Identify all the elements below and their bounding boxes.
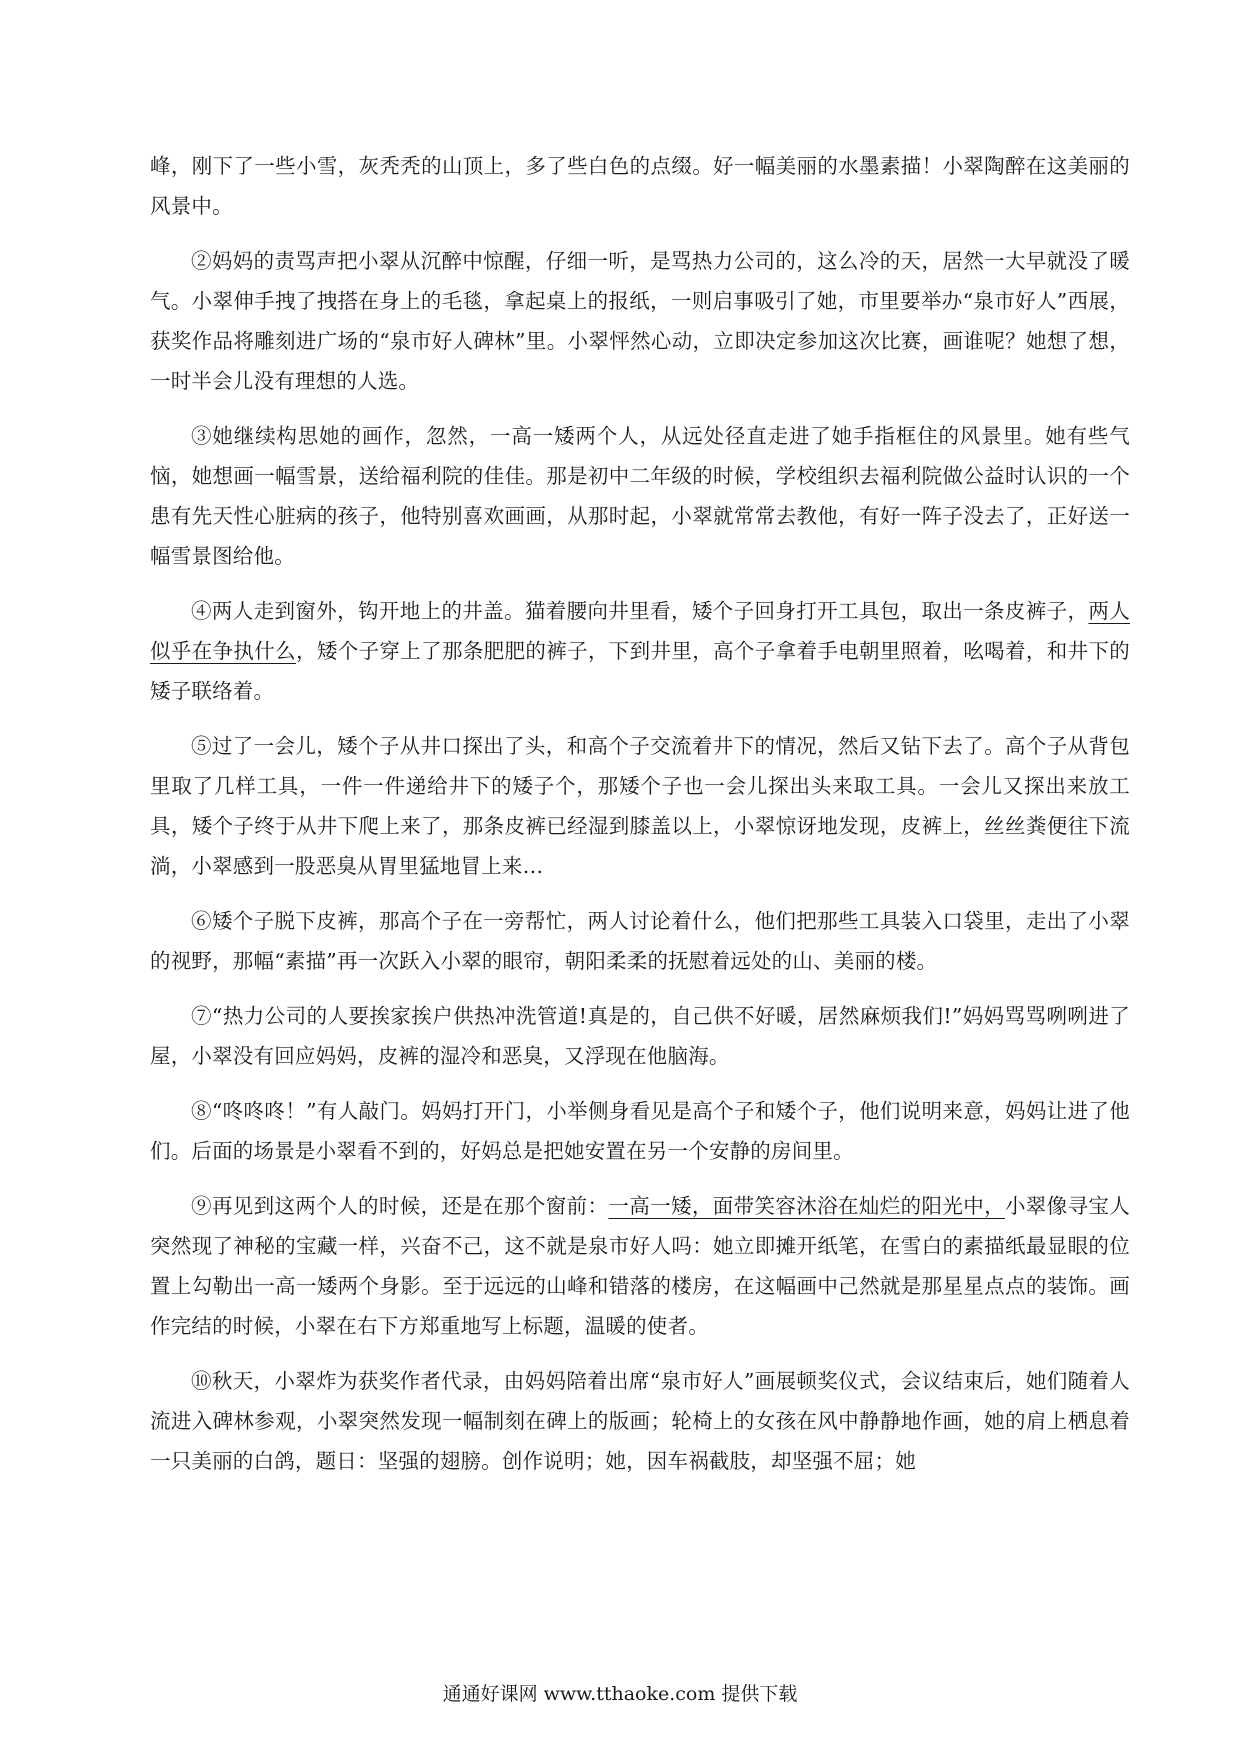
paragraph-3 <box>150 416 1130 576</box>
page-footer <box>0 1680 1240 1708</box>
paragraph-2 <box>150 241 1130 401</box>
underlined-phrase: 一高一矮，面带笑容沐浴在灿烂的阳光中， <box>608 1194 1005 1218</box>
paragraph-8 <box>150 1091 1130 1171</box>
paragraph-text: ③她继续构思她的画作，忽然，一高一矮两个人，从远处径直走进了她手指框住的风景里。她有些气恼，她想画一幅雪景，送给福利院的佳佳。那是初中二年级的时候，学校组织去福利院做公益时认识的一个患有先天性心脏病的孩子，他特别喜欢画画，从那时起，小翠就常常去教他，有好一阵子没去了，正好送一幅雪景图给他。 <box>150 424 1130 568</box>
paragraph-text: ⑩秋天，小翠炸为获奖作者代录，由妈妈陪着出席“泉市好人”画展顿奖仪式，会议结束后，她们随着人流进入碑林参观，小翠突然发现一幅制刻在碑上的版画；轮椅上的女孩在风中静静地作画，她的肩上栖息着一只美丽的白鸽，题日：坚强的翅膀。创作说明；她，因车祸截肢，却坚强不屈；她 <box>150 1369 1130 1473</box>
paragraph-6 <box>150 901 1130 981</box>
paragraph-text: 小翠像寻宝人突然现了神秘的宝藏一样，兴奋不己，这不就是泉市好人吗：她立即摊开纸笔，在雪白的素描纸最显眼的位置上勾勒出一高一矮两个身影。至于远远的山峰和错落的楼房，在这幅画中己然就是那星星点点的装饰。画作完结的时候，小翠在右下方郑重地写上标题，温暖的使者。 <box>150 1194 1130 1338</box>
paragraph-text: ⑥矮个子脱下皮裤，那高个子在一旁帮忙，两人讨论着什么，他们把那些工具装入口袋里，走出了小翠的视野，那幅“素描”再一次跃入小翠的眼帘，朝阳柔柔的抚慰着远处的山、美丽的楼。 <box>150 909 1130 973</box>
paragraph-text: ②妈妈的责骂声把小翠从沉醉中惊醒，仔细一听，是骂热力公司的，这么冷的天，居然一大早就没了暖气。小翠伸手拽了拽搭在身上的毛毯，拿起桌上的报纸，一则启事吸引了她，市里要举办“泉市好人”西展，获奖作品将雕刻进广场的“泉市好人碑林”里。小翠怦然心动，立即决定参加这次比赛，画谁呢？她想了想，一时半会儿没有理想的人选。 <box>150 249 1130 393</box>
paragraph-5 <box>150 726 1130 886</box>
paragraph-text: ⑤过了一会儿，矮个子从井口探出了头，和高个子交流着井下的情况，然后又钻下去了。高个子从背包里取了几样工具，一件一件递给井下的矮子个，那矮个子也一会儿探出头来取工具。一会儿又探出来放工具，矮个子终于从井下爬上来了，那条皮裤已经湿到膝盖以上，小翠惊讶地发现，皮裤上，丝丝粪便往下流淌，小翠感到一股恶臭从胃里猛地冒上来… <box>150 734 1130 878</box>
paragraph-4 <box>150 591 1130 711</box>
paragraph-text: 峰，刚下了一些小雪，灰秃秃的山顶上，多了些白色的点缀。好一幅美丽的水墨素描！小翠陶醉在这美丽的风景中。 <box>150 154 1130 218</box>
underlined-phrase: 两人似乎在争执什么 <box>150 599 1130 663</box>
paragraph-9 <box>150 1186 1130 1346</box>
paragraph-10 <box>150 1361 1130 1481</box>
footer-text: 通通好课网 www.tthaoke.com 提供下载 <box>442 1683 798 1705</box>
paragraph-7 <box>150 996 1130 1076</box>
paragraph-text: ⑦“热力公司的人要挨家挨户供热冲洗管道!真是的，自己供不好暖，居然麻烦我们!”妈妈骂骂咧咧进了屋，小翠没有回应妈妈，皮裤的湿冷和恶臭，又浮现在他脑海。 <box>150 1004 1130 1068</box>
paragraph-continued <box>150 146 1130 226</box>
paragraph-text: ④两人走到窗外，钩开地上的井盖。猫着腰向井里看，矮个子回身打开工具包，取出一条皮裤子， <box>191 599 1089 623</box>
paragraph-text: ⑧“咚咚咚！”有人敲门。妈妈打开门，小举侧身看见是高个子和矮个子，他们说明来意，妈妈让进了他们。后面的场景是小翠看不到的，好妈总是把她安置在另一个安静的房间里。 <box>150 1099 1130 1163</box>
document-body <box>150 146 1130 1496</box>
paragraph-text: ⑨再见到这两个人的时候，还是在那个窗前： <box>191 1194 609 1218</box>
paragraph-text: ，矮个子穿上了那条肥肥的裤子，下到井里，高个子拿着手电朝里照着，吆喝着，和井下的矮子联络着。 <box>150 639 1130 703</box>
